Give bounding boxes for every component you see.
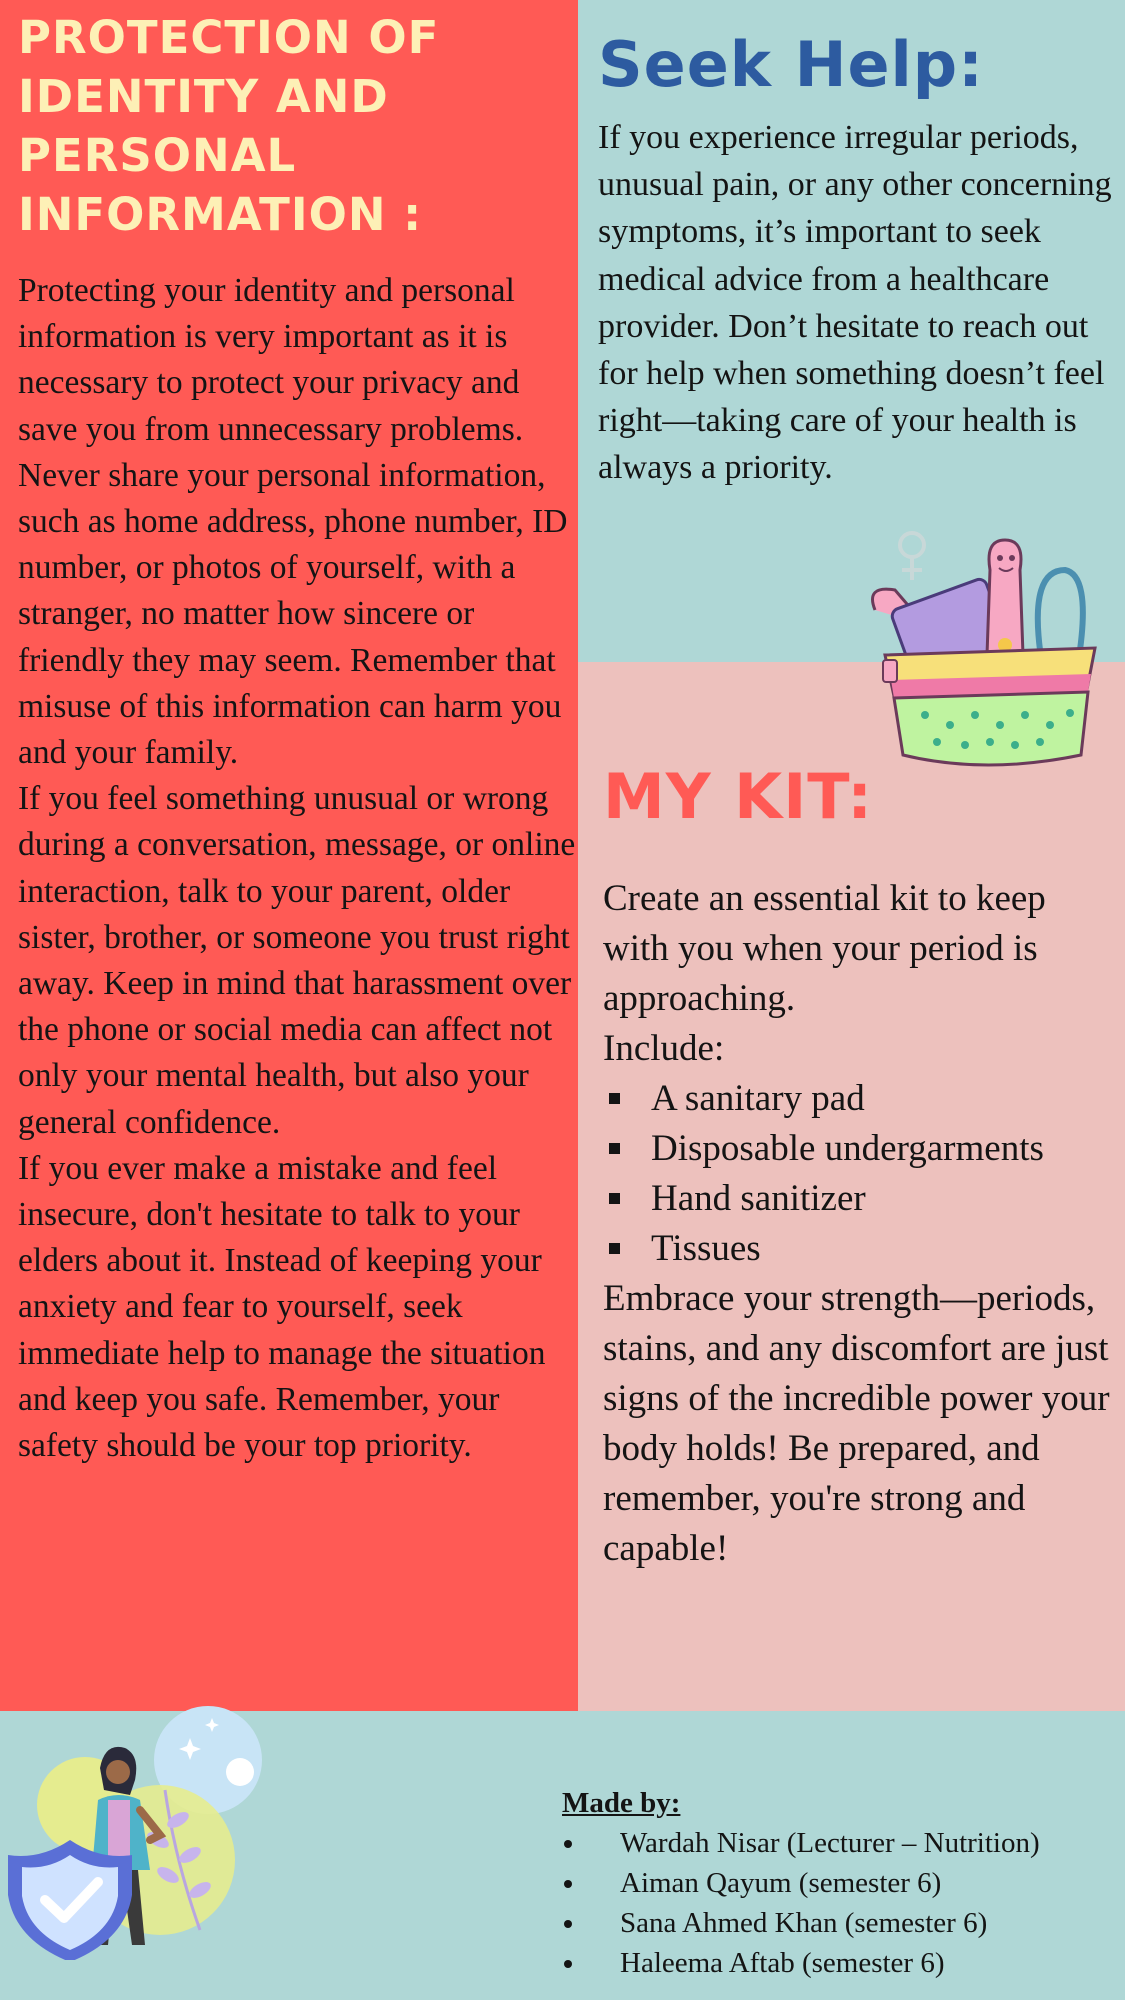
list-item <box>562 1863 1040 1903</box>
list-item <box>603 1174 1118 1224</box>
privacy-paragraph: Protecting your identity and personal information is very important as it is necessary to protect your privacy and save you from unnecessary problems. Never share your personal information, such as home address, phone number, ID number, or photos of yourself, with a stranger, no matter how sincere or friendly they may seem. Remember that misuse of this information can harm you and your family. <box>18 272 568 772</box>
kit-title: MY KIT: <box>603 760 873 833</box>
bullet-dot-icon <box>564 1840 572 1848</box>
list-item <box>562 1943 1040 1983</box>
kit-item-label: A sanitary pad <box>651 1078 865 1119</box>
list-item <box>562 1903 1040 1943</box>
privacy-paragraph: If you feel something unusual or wrong during a conversation, message, or online interaction, talk to your parent, older sister, brother, or someone you trust right away. Keep in mind that harassment over the phone or social media can affect not only your mental health, but also your general confidence. <box>18 780 576 1141</box>
shield-check-icon <box>8 1840 132 1960</box>
list-item <box>562 1823 1040 1863</box>
bullet-square-icon <box>609 1093 620 1104</box>
privacy-paragraph: If you ever make a mistake and feel insecure, don't hesitate to talk to your elders about it. Instead of keeping your anxiety and fear to yourself, seek immediate help to manage the situation and keep you safe. Remember, your safety should be your top priority. <box>18 1149 546 1465</box>
toiletry-kit-icon <box>855 530 1115 800</box>
bullet-dot-icon <box>564 1880 572 1888</box>
kit-item-label: Tissues <box>651 1228 761 1269</box>
kit-closing: Embrace your strength—periods, stains, and any discomfort are just signs of the incredible power your body holds! Be prepared, and remember, you're strong and capable! <box>603 1278 1110 1569</box>
credit-name: Sana Ahmed Khan (semester 6) <box>620 1907 988 1939</box>
help-body: If you experience irregular periods, unusual pain, or any other concerning symptoms, it’s important to seek medical advice from a healthcare provider. Don’t hesitate to reach out for help when something doesn’t feel right—taking care of your health is always a priority. <box>598 119 1112 487</box>
list-item <box>603 1224 1118 1274</box>
kit-body <box>603 874 1118 1574</box>
credit-name: Wardah Nisar (Lecturer – Nutrition) <box>620 1827 1040 1859</box>
kit-include-label: Include: <box>603 1028 725 1069</box>
credit-name: Aiman Qayum (semester 6) <box>620 1867 942 1899</box>
help-title: Seek Help: <box>598 28 984 101</box>
bullet-square-icon <box>609 1143 620 1154</box>
bullet-square-icon <box>609 1243 620 1254</box>
credits <box>562 1783 1040 1983</box>
bullet-dot-icon <box>564 1920 572 1928</box>
kit-list <box>603 1074 1118 1274</box>
list-item <box>603 1124 1118 1174</box>
credits-title: Made by: <box>562 1787 681 1819</box>
kit-intro: Create an essential kit to keep with you when your period is approaching. <box>603 878 1046 1019</box>
list-item <box>603 1074 1118 1124</box>
privacy-title: PROTECTION OF IDENTITY AND PERSONAL INFORMATION : <box>18 11 440 241</box>
credits-list <box>562 1823 1040 1983</box>
credit-name: Haleema Aftab (semester 6) <box>620 1947 945 1979</box>
kit-item-label: Hand sanitizer <box>651 1178 866 1219</box>
woman-with-shield-illustration <box>0 1700 270 1960</box>
privacy-body <box>18 268 578 1469</box>
female-symbol-icon <box>900 533 924 580</box>
kit-item-label: Disposable undergarments <box>651 1128 1044 1169</box>
bullet-dot-icon <box>564 1960 572 1968</box>
bullet-square-icon <box>609 1193 620 1204</box>
